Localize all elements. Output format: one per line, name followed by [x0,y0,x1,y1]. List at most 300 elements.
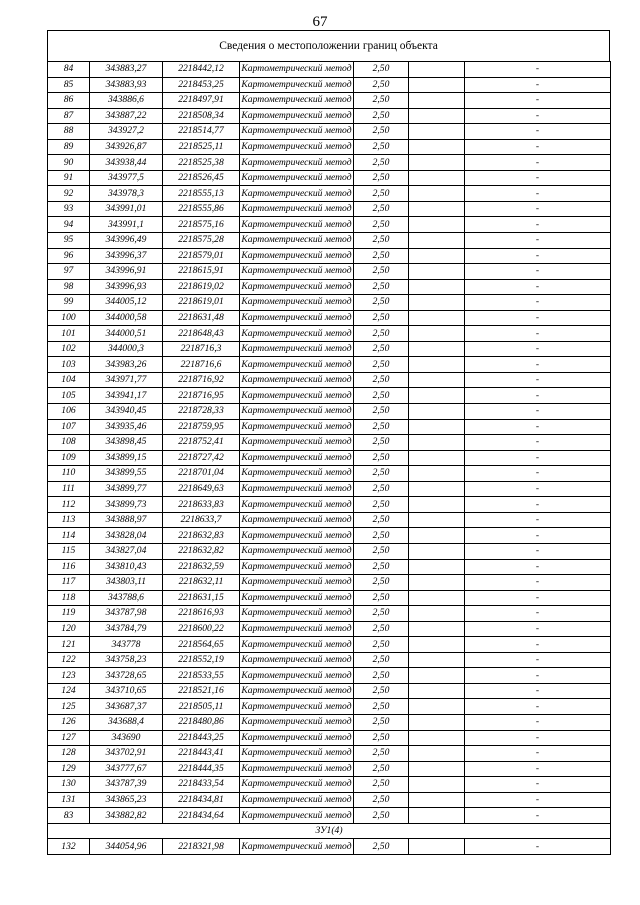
empty-cell [409,233,465,249]
accuracy-cell: 2,50 [354,575,409,591]
empty-cell [409,730,465,746]
table-row [48,233,611,249]
empty-cell [409,777,465,793]
accuracy-cell: 2,50 [354,326,409,342]
method-cell: Картометрический метод [240,512,354,528]
method-cell: Картометрический метод [240,248,354,264]
accuracy-cell: 2,50 [354,357,409,373]
coordinate-x: 343899,77 [90,481,163,497]
table-row [48,326,611,342]
empty-cell [409,77,465,93]
description-cell: - [465,652,611,668]
point-number: 86 [48,93,90,109]
coordinate-x: 343728,65 [90,668,163,684]
accuracy-cell: 2,50 [354,77,409,93]
table-row [48,714,611,730]
table-row [48,341,611,357]
coordinate-x: 343810,43 [90,559,163,575]
coordinate-x: 343865,23 [90,792,163,808]
empty-cell [409,466,465,482]
coordinate-x: 343938,44 [90,155,163,171]
accuracy-cell: 2,50 [354,808,409,824]
description-cell: - [465,792,611,808]
table-row [48,357,611,373]
table-row [48,792,611,808]
method-cell: Картометрический метод [240,201,354,217]
description-cell: - [465,264,611,280]
coordinate-x: 343887,22 [90,108,163,124]
coordinate-x: 343777,67 [90,761,163,777]
empty-cell [409,559,465,575]
description-cell: - [465,217,611,233]
method-cell: Картометрический метод [240,730,354,746]
table-row [48,264,611,280]
coordinate-x: 344000,51 [90,326,163,342]
coordinate-x: 343687,37 [90,699,163,715]
description-cell: - [465,139,611,155]
point-number: 89 [48,139,90,155]
table-row [48,606,611,622]
empty-cell [409,652,465,668]
point-number: 124 [48,683,90,699]
empty-cell [409,279,465,295]
method-cell: Картометрический метод [240,668,354,684]
point-number: 88 [48,124,90,140]
description-cell: - [465,590,611,606]
description-cell: - [465,62,611,78]
accuracy-cell: 2,50 [354,637,409,653]
method-cell: Картометрический метод [240,575,354,591]
coordinate-x: 343983,26 [90,357,163,373]
coordinate-y: 2218497,91 [163,93,240,109]
coordinate-x: 343996,93 [90,279,163,295]
method-cell: Картометрический метод [240,652,354,668]
coordinate-y: 2218442,12 [163,62,240,78]
description-cell: - [465,481,611,497]
coordinate-y: 2218526,45 [163,170,240,186]
coordinate-y: 2218633,83 [163,497,240,513]
empty-cell [409,341,465,357]
coordinate-y: 2218444,35 [163,761,240,777]
empty-cell [409,606,465,622]
empty-cell [409,497,465,513]
coordinate-y: 2218480,86 [163,714,240,730]
method-cell: Картометрический метод [240,357,354,373]
empty-cell [409,637,465,653]
accuracy-cell: 2,50 [354,93,409,109]
method-cell: Картометрический метод [240,839,354,855]
point-number: 112 [48,497,90,513]
point-number: 98 [48,279,90,295]
description-cell: - [465,326,611,342]
coordinate-x: 343883,27 [90,62,163,78]
method-cell: Картометрический метод [240,217,354,233]
coordinate-y: 2218716,95 [163,388,240,404]
coordinate-x: 343899,73 [90,497,163,513]
point-number: 114 [48,528,90,544]
point-number: 110 [48,466,90,482]
accuracy-cell: 2,50 [354,668,409,684]
coordinate-y: 2218434,81 [163,792,240,808]
accuracy-cell: 2,50 [354,233,409,249]
point-number: 122 [48,652,90,668]
accuracy-cell: 2,50 [354,450,409,466]
point-number: 108 [48,435,90,451]
coordinate-x: 343827,04 [90,543,163,559]
accuracy-cell: 2,50 [354,652,409,668]
coordinate-x: 343991,1 [90,217,163,233]
method-cell: Картометрический метод [240,761,354,777]
point-number: 117 [48,575,90,591]
description-cell: - [465,279,611,295]
coordinate-y: 2218575,16 [163,217,240,233]
description-cell: - [465,186,611,202]
accuracy-cell: 2,50 [354,746,409,762]
method-cell: Картометрический метод [240,559,354,575]
table-row [48,435,611,451]
description-cell: - [465,839,611,855]
accuracy-cell: 2,50 [354,621,409,637]
method-cell: Картометрический метод [240,481,354,497]
table-row [48,201,611,217]
description-cell: - [465,699,611,715]
coordinate-x: 343899,15 [90,450,163,466]
coordinate-y: 2218521,16 [163,683,240,699]
coordinate-x: 343996,37 [90,248,163,264]
point-number: 91 [48,170,90,186]
point-number: 116 [48,559,90,575]
coordinate-x: 343758,23 [90,652,163,668]
coordinate-y: 2218716,92 [163,372,240,388]
method-cell: Картометрический метод [240,808,354,824]
method-cell: Картометрический метод [240,108,354,124]
coordinate-y: 2218433,54 [163,777,240,793]
table-row [48,450,611,466]
coordinate-x: 343898,45 [90,435,163,451]
accuracy-cell: 2,50 [354,310,409,326]
accuracy-cell: 2,50 [354,497,409,513]
point-number: 121 [48,637,90,653]
point-number: 96 [48,248,90,264]
empty-cell [409,357,465,373]
empty-cell [409,543,465,559]
point-number: 130 [48,777,90,793]
coordinate-y: 2218443,25 [163,730,240,746]
method-cell: Картометрический метод [240,279,354,295]
point-number: 92 [48,186,90,202]
empty-cell [409,528,465,544]
description-cell: - [465,248,611,264]
coordinate-y: 2218716,6 [163,357,240,373]
table-row [48,683,611,699]
point-number: 106 [48,404,90,420]
coordinate-y: 2218716,3 [163,341,240,357]
coordinate-x: 343978,3 [90,186,163,202]
description-cell: - [465,543,611,559]
description-cell: - [465,497,611,513]
table-row [48,217,611,233]
accuracy-cell: 2,50 [354,481,409,497]
point-number: 125 [48,699,90,715]
coordinate-y: 2218615,91 [163,264,240,280]
point-number: 97 [48,264,90,280]
accuracy-cell: 2,50 [354,792,409,808]
point-number: 109 [48,450,90,466]
empty-cell [409,761,465,777]
empty-cell [409,404,465,420]
empty-cell [409,575,465,591]
point-number: 100 [48,310,90,326]
point-number: 103 [48,357,90,373]
method-cell: Картометрический метод [240,714,354,730]
point-number: 129 [48,761,90,777]
method-cell: Картометрический метод [240,186,354,202]
coordinate-x: 343996,91 [90,264,163,280]
point-number: 132 [48,839,90,855]
accuracy-cell: 2,50 [354,388,409,404]
point-number: 83 [48,808,90,824]
table-row [48,388,611,404]
accuracy-cell: 2,50 [354,108,409,124]
table-row [48,124,611,140]
empty-cell [409,201,465,217]
table-row [48,637,611,653]
point-number: 113 [48,512,90,528]
description-cell: - [465,606,611,622]
coordinate-x: 343888,97 [90,512,163,528]
coordinate-y: 2218632,82 [163,543,240,559]
empty-cell [409,124,465,140]
description-cell: - [465,777,611,793]
description-cell: - [465,528,611,544]
point-number: 118 [48,590,90,606]
method-cell: Картометрический метод [240,372,354,388]
method-cell: Картометрический метод [240,139,354,155]
description-cell: - [465,637,611,653]
accuracy-cell: 2,50 [354,559,409,575]
table-row [48,652,611,668]
coordinate-x: 343702,91 [90,746,163,762]
coordinate-y: 2218525,38 [163,155,240,171]
coordinate-x: 344000,58 [90,310,163,326]
description-cell: - [465,341,611,357]
coordinate-y: 2218648,43 [163,326,240,342]
table-row [48,170,611,186]
point-number: 94 [48,217,90,233]
method-cell: Картометрический метод [240,606,354,622]
coordinate-y: 2218514,77 [163,124,240,140]
coordinate-x: 343935,46 [90,419,163,435]
coordinate-y: 2218579,01 [163,248,240,264]
accuracy-cell: 2,50 [354,528,409,544]
point-number: 90 [48,155,90,171]
empty-cell [409,155,465,171]
coordinate-y: 2218555,13 [163,186,240,202]
coordinate-y: 2218575,28 [163,233,240,249]
empty-cell [409,108,465,124]
empty-cell [409,186,465,202]
point-number: 120 [48,621,90,637]
method-cell: Картометрический метод [240,528,354,544]
section-label: ЗУ1(4) [48,823,611,839]
empty-cell [409,264,465,280]
table-row [48,295,611,311]
coordinate-x: 343977,5 [90,170,163,186]
description-cell: - [465,559,611,575]
method-cell: Картометрический метод [240,746,354,762]
point-number: 123 [48,668,90,684]
empty-cell [409,435,465,451]
accuracy-cell: 2,50 [354,170,409,186]
coordinate-y: 2218752,41 [163,435,240,451]
point-number: 115 [48,543,90,559]
coordinate-x: 343940,45 [90,404,163,420]
empty-cell [409,839,465,855]
point-number: 85 [48,77,90,93]
table-row [48,481,611,497]
empty-cell [409,792,465,808]
table-row [48,761,611,777]
coordinate-y: 2218619,02 [163,279,240,295]
description-cell: - [465,155,611,171]
description-cell: - [465,621,611,637]
table-row [48,699,611,715]
method-cell: Картометрический метод [240,233,354,249]
coordinate-x: 343688,4 [90,714,163,730]
point-number: 127 [48,730,90,746]
coordinate-y: 2218434,64 [163,808,240,824]
method-cell: Картометрический метод [240,77,354,93]
table-row [48,512,611,528]
table-row [48,155,611,171]
method-cell: Картометрический метод [240,683,354,699]
table-row [48,139,611,155]
table-row [48,279,611,295]
coordinate-x: 343787,39 [90,777,163,793]
coordinate-x: 343971,77 [90,372,163,388]
accuracy-cell: 2,50 [354,155,409,171]
empty-cell [409,326,465,342]
empty-cell [409,295,465,311]
point-number: 126 [48,714,90,730]
method-cell: Картометрический метод [240,310,354,326]
point-number: 107 [48,419,90,435]
empty-cell [409,808,465,824]
description-cell: - [465,201,611,217]
empty-cell [409,217,465,233]
table-row [48,93,611,109]
table-row [48,419,611,435]
accuracy-cell: 2,50 [354,217,409,233]
coordinate-x: 343926,87 [90,139,163,155]
coordinate-y: 2218728,33 [163,404,240,420]
description-cell: - [465,357,611,373]
empty-cell [409,450,465,466]
table-row [48,808,611,824]
accuracy-cell: 2,50 [354,264,409,280]
coordinate-y: 2218759,95 [163,419,240,435]
table-row [48,777,611,793]
description-cell: - [465,124,611,140]
method-cell: Картометрический метод [240,155,354,171]
empty-cell [409,310,465,326]
table-row [48,528,611,544]
coordinate-y: 2218633,7 [163,512,240,528]
empty-cell [409,621,465,637]
accuracy-cell: 2,50 [354,683,409,699]
coordinate-y: 2218505,11 [163,699,240,715]
empty-cell [409,590,465,606]
description-cell: - [465,404,611,420]
coordinate-x: 343882,82 [90,808,163,824]
accuracy-cell: 2,50 [354,341,409,357]
coordinate-x: 343828,04 [90,528,163,544]
method-cell: Картометрический метод [240,341,354,357]
description-cell: - [465,419,611,435]
coordinate-x: 343927,2 [90,124,163,140]
point-number: 95 [48,233,90,249]
coordinate-y: 2218631,15 [163,590,240,606]
accuracy-cell: 2,50 [354,279,409,295]
point-number: 131 [48,792,90,808]
empty-cell [409,93,465,109]
table-row [48,372,611,388]
coordinate-x: 343690 [90,730,163,746]
section-row [48,823,611,839]
accuracy-cell: 2,50 [354,62,409,78]
table-row [48,621,611,637]
method-cell: Картометрический метод [240,777,354,793]
coordinate-y: 2218555,86 [163,201,240,217]
accuracy-cell: 2,50 [354,186,409,202]
point-number: 99 [48,295,90,311]
description-cell: - [465,93,611,109]
empty-cell [409,62,465,78]
coordinate-y: 2218619,01 [163,295,240,311]
boundary-table-container [47,30,610,855]
accuracy-cell: 2,50 [354,777,409,793]
page-number: 67 [312,14,328,30]
description-cell: - [465,683,611,699]
empty-cell [409,668,465,684]
accuracy-cell: 2,50 [354,839,409,855]
table-row [48,466,611,482]
empty-cell [409,512,465,528]
coordinate-y: 2218453,25 [163,77,240,93]
table-row [48,108,611,124]
description-cell: - [465,77,611,93]
accuracy-cell: 2,50 [354,139,409,155]
method-cell: Картометрический метод [240,264,354,280]
empty-cell [409,699,465,715]
table-row [48,575,611,591]
empty-cell [409,419,465,435]
table-row [48,590,611,606]
method-cell: Картометрический метод [240,124,354,140]
method-cell: Картометрический метод [240,326,354,342]
table-row [48,77,611,93]
coordinate-y: 2218525,11 [163,139,240,155]
description-cell: - [465,310,611,326]
point-number: 119 [48,606,90,622]
description-cell: - [465,295,611,311]
description-cell: - [465,170,611,186]
point-number: 101 [48,326,90,342]
empty-cell [409,714,465,730]
coordinate-y: 2218649,63 [163,481,240,497]
empty-cell [409,139,465,155]
description-cell: - [465,512,611,528]
